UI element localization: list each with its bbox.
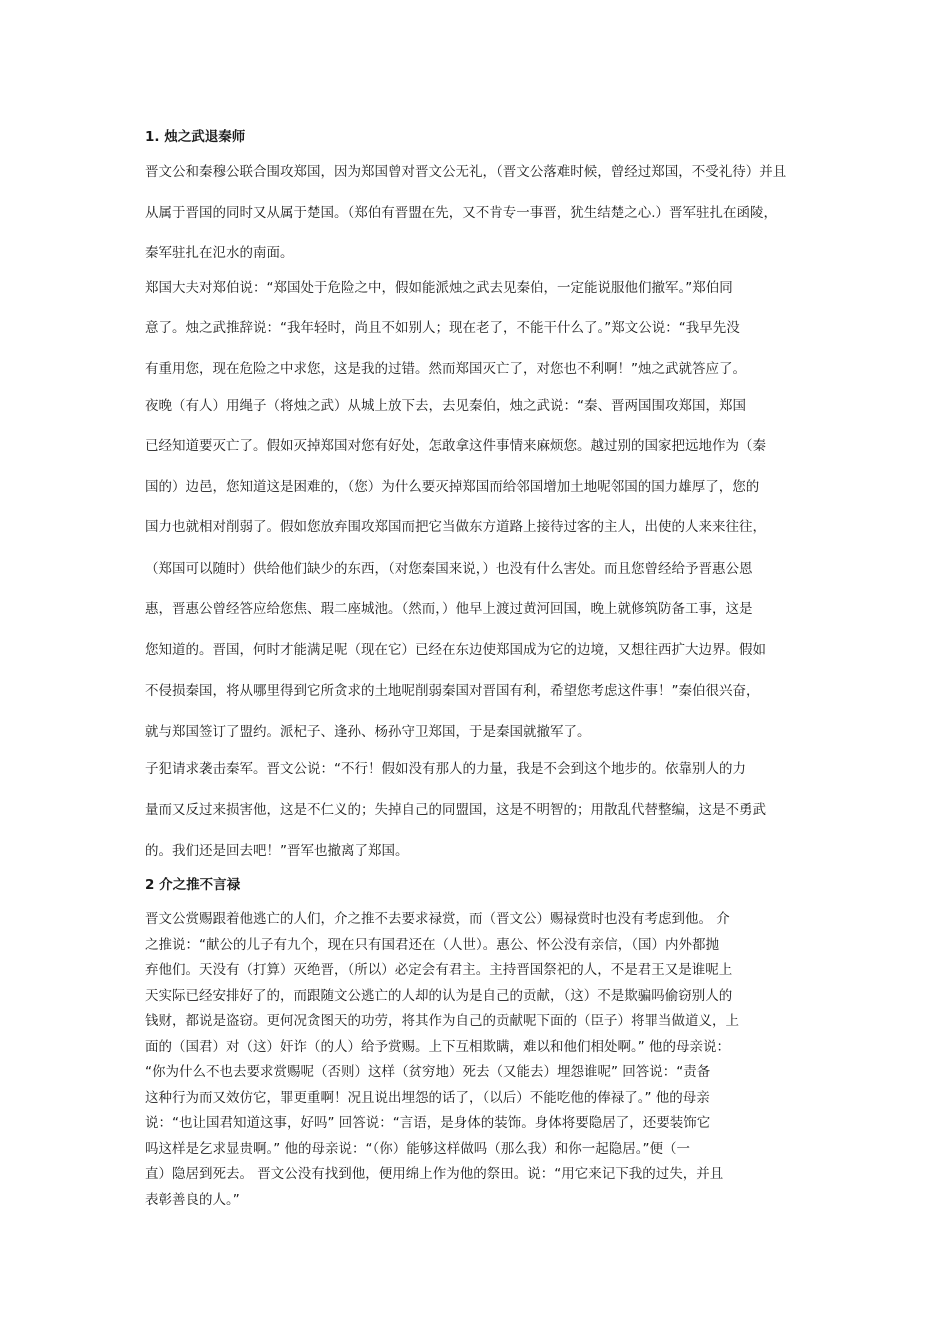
section-2-line-4: 天实际已经安排好了的，而跟随文公逃亡的人却的认为是自己的贡献，（这）不是欺骗吗偷窃别人的 <box>145 987 733 1004</box>
section-1-line-11: （郑国可以随时）供给他们缺少的东西，（对您秦国来说，）也没有什么害处。而且您曾经给予晋惠公恩 <box>145 561 753 577</box>
section-1-line-15: 就与郑国签订了盟约。派杞子、逢孙、杨孙守卫郑国，于是秦国就撤军了。 <box>145 724 591 740</box>
section-2-line-8: 这种行为而又效仿它，罪更重啊！况且说出埋怨的话了，（以后）不能吃他的俸禄了。” 他的母亲 <box>145 1089 710 1106</box>
section-1-line-17: 量而又反过来损害他，这是不仁义的；失掉自己的同盟国，这是不明智的；用散乱代替整编，这是不勇武 <box>145 802 766 818</box>
section-1-line-6: 有重用您，现在危险之中求您，这是我的过错。然而郑国灭亡了，对您也不利啊！”烛之武就答应了。 <box>145 361 746 377</box>
section-2-line-9: 说：“也让国君知道这事，好吗” 回答说：“言语，是身体的装饰。身体将要隐居了，还要装饰它 <box>145 1115 711 1131</box>
section-2-line-7: “你为什么不也去要求赏赐呢（否则）这样（贫穷地）死去（又能去）埋怨谁呢” 回答说：“责备 <box>145 1064 711 1080</box>
section-1-line-7: 夜晚（有人）用绳子（将烛之武）从城上放下去，去见秦伯，烛之武说：“秦、晋两国围攻郑国，郑国 <box>145 398 746 414</box>
section-1-line-8: 已经知道要灭亡了。假如灭掉郑国对您有好处，怎敢拿这件事情来麻烦您。越过别的国家把远地作为（秦 <box>145 438 766 454</box>
section-2-line-1: 晋文公赏赐跟着他逃亡的人们，介之推不去要求禄赏，而（晋文公）赐禄赏时也没有考虑到他。 介 <box>145 911 730 927</box>
section-2-line-5: 钱财，都说是盗窃。更何况贪图天的功劳，将其作为自己的贡献呢下面的（臣子）将罪当做道义，上 <box>145 1013 739 1029</box>
section-1-line-1: 晋文公和秦穆公联合围攻郑国，因为郑国曾对晋文公无礼，（晋文公落难时候，曾经过郑国，不受礼待）并且 <box>145 164 787 180</box>
section-1-line-18: 的。我们还是回去吧！”晋军也撤离了郑国。 <box>145 843 409 859</box>
section-2-line-6: 面的（国君）对（这）奸诈（的人）给予赏赐。上下互相欺瞒，难以和他们相处啊。” 他的母亲说： <box>145 1038 731 1055</box>
section-1-line-16: 子犯请求袭击秦军。晋文公说：“不行！假如没有那人的力量，我是不会到这个地步的。依靠别人的力 <box>145 761 746 777</box>
section-1-line-12: 惠，晋惠公曾经答应给您焦、瑕二座城池。（然而，）他早上渡过黄河回国，晚上就修筑防备工事，这是 <box>145 601 753 617</box>
section-1-line-14: 不侵损秦国，将从哪里得到它所贪求的土地呢削弱秦国对晋国有利，希望您考虑这件事！”秦伯很兴奋， <box>145 683 760 699</box>
section-1-line-9: 国的）边邑，您知道这是困难的，（您）为什么要灭掉郑国而给邻国增加土地呢邻国的国力雄厚了，您的 <box>145 479 760 495</box>
section-1-line-2: 从属于晋国的同时又从属于楚国。（郑伯有晋盟在先，又不肯专一事晋，犹生结楚之心.）晋军驻扎在函陵， <box>145 205 778 221</box>
section-1-line-13: 您知道的。晋国，何时才能满足呢（现在它）已经在东边使郑国成为它的边境，又想往西扩大边界。假如 <box>145 642 766 658</box>
section-2-line-11: 直）隐居到死去。 晋文公没有找到他，便用绵上作为他的祭田。说：“用它来记下我的过失，并且 <box>145 1166 724 1182</box>
section-2-body <box>145 907 805 1213</box>
section-2-line-10: 吗这样是乞求显贵啊。” 他的母亲说：“（你）能够这样做吗（那么我）和你一起隐居。”便（一 <box>145 1140 691 1157</box>
section-1-line-4: 郑国大夫对郑伯说：“郑国处于危险之中，假如能派烛之武去见秦伯，一定能说服他们撤军。”郑伯同 <box>145 280 733 296</box>
section-2-line-2: 之推说：“献公的儿子有九个，现在只有国君还在（人世）。惠公、怀公没有亲信，（国）内外都抛 <box>145 936 719 953</box>
section-2-line-3: 弃他们。天没有（打算）灭绝晋，（所以）必定会有君主。主持晋国祭祀的人，不是君王又是谁呢上 <box>145 962 733 978</box>
section-2-line-12: 表彰善良的人。” <box>145 1191 240 1208</box>
section-1-title: 1. 烛之武退秦师 <box>145 129 246 145</box>
section-1-line-10: 国力也就相对削弱了。假如您放弃围攻郑国而把它当做东方道路上接待过客的主人，出使的人来来往往， <box>145 519 766 535</box>
section-1-line-3: 秦军驻扎在氾水的南面。 <box>145 245 294 261</box>
section-2-title: 2 介之推不言禄 <box>145 877 241 893</box>
section-1-line-5: 意了。烛之武推辞说：“我年轻时，尚且不如别人；现在老了，不能干什么了。”郑文公说：“我早先没 <box>145 320 740 336</box>
